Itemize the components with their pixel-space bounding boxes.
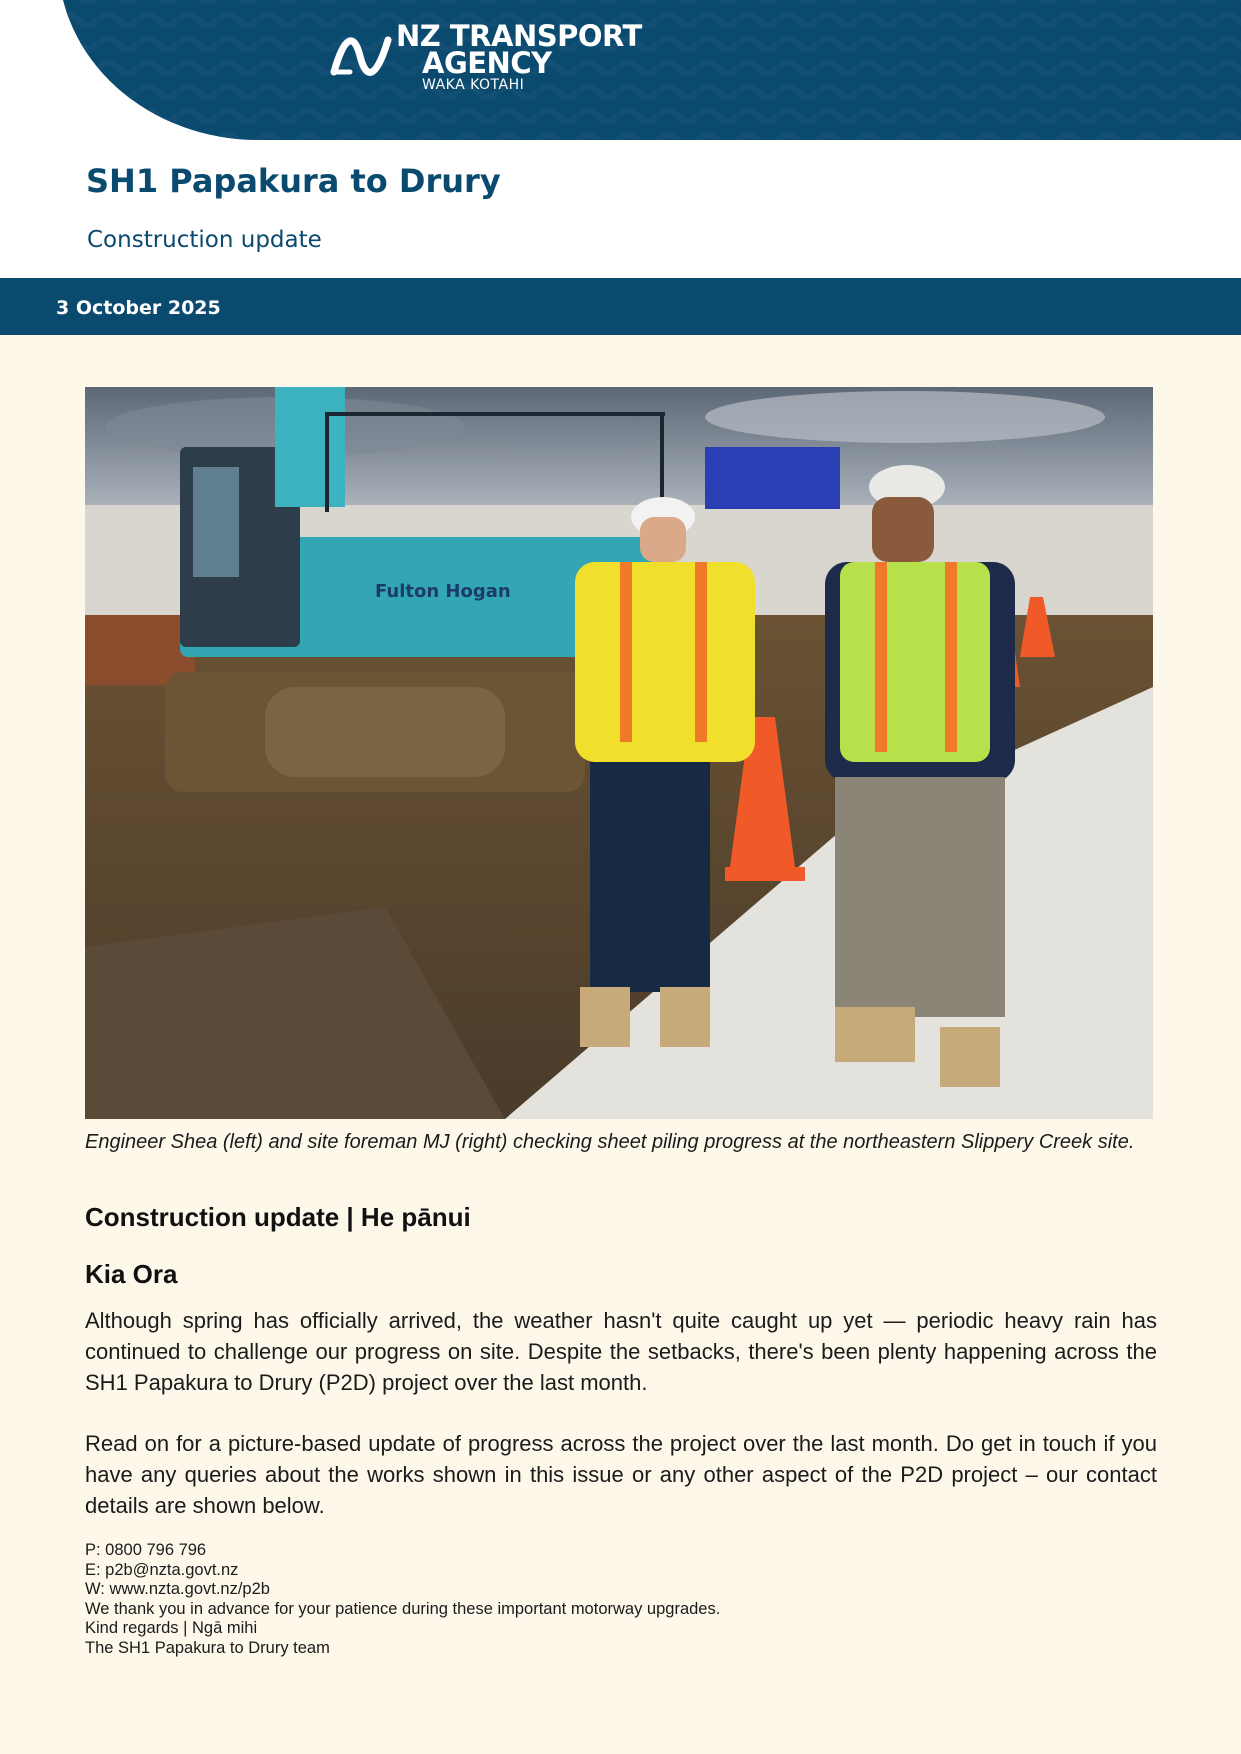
contact-regards: Kind regards | Ngā mihi (85, 1619, 258, 1637)
contact-block (85, 1541, 720, 1658)
header-wave-banner (58, 0, 1241, 140)
site-photo (85, 387, 1153, 1119)
header-band (0, 0, 1241, 140)
issue-date: 3 October 2025 (56, 297, 221, 319)
site-photo-illustration (85, 387, 1153, 1119)
section-heading: Construction update | He pānui (85, 1202, 471, 1232)
contact-email[interactable]: E: p2b@nzta.govt.nz (85, 1560, 239, 1579)
svg-text:Fulton Hogan: Fulton Hogan (375, 581, 511, 602)
contact-team: The SH1 Papakura to Drury team (85, 1638, 330, 1657)
contact-web[interactable]: W: www.nzta.govt.nz/p2b (85, 1580, 270, 1598)
logo-line1: NZ TRANSPORT (396, 19, 642, 53)
nzta-wave-logo-icon (330, 26, 392, 88)
photo-caption: Engineer Shea (left) and site foreman MJ (right) checking sheet piling progress at the northeastern Slippery Creek site. (85, 1131, 1135, 1153)
body-paragraph-1: Although spring has officially arrived, the weather hasn't quite caught up yet — periodic heavy rain has continued to challenge our progress on site. Despite the setbacks, there's been plenty happening across the SH1 Papakura to Drury (P2D) project over the last month. (85, 1308, 1157, 1395)
contact-thanks: We thank you in advance for your patience during these important motorway upgrades. (85, 1599, 721, 1618)
contact-phone[interactable]: P: 0800 796 796 (85, 1541, 207, 1559)
nzta-logo (330, 19, 642, 93)
logo-line3: WAKA KOTAHI (422, 77, 525, 93)
title-area (0, 140, 1241, 278)
greeting-heading: Kia Ora (85, 1259, 178, 1289)
logo-line2: AGENCY (422, 46, 552, 80)
page-subtitle: Construction update (87, 227, 322, 253)
body-paragraph-2: Read on for a picture-based update of progress across the project over the last month. Do get in touch if you have any queries about the works shown in this issue or any other aspect of the P2D project – our contact details are shown below. (85, 1431, 1157, 1518)
page-title: SH1 Papakura to Drury (86, 162, 501, 200)
wave-pattern (58, 0, 1241, 140)
